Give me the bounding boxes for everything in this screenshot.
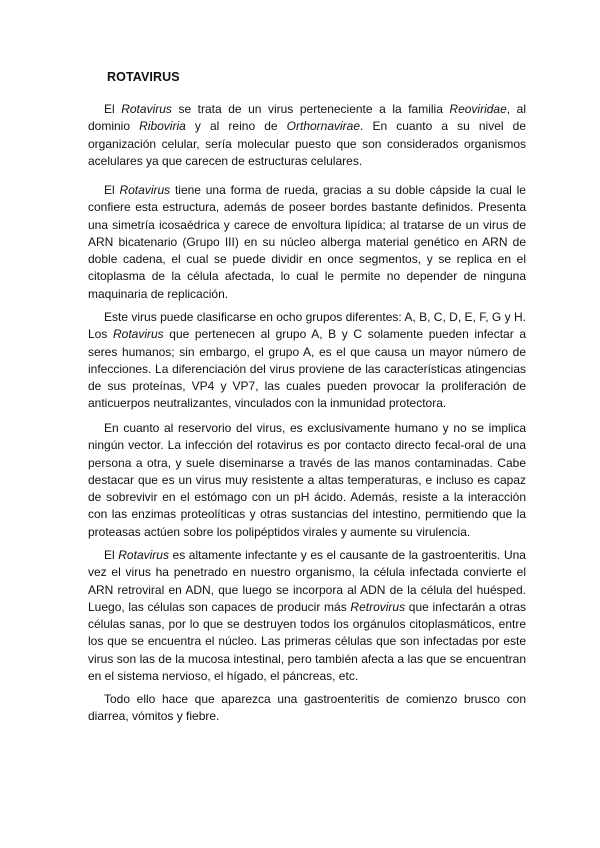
- paragraph-text: es altamente infectante y es el causante de la gastroenteritis. Una vez el virus ha penetrado en nuestro organismo, la célula infectada convierte el ARN retroviral en ADN, que luego se incorpora al ADN de la célula del huésped. Luego, las células son capaces de producir más: [88, 548, 526, 614]
- paragraph-transmission: [88, 420, 526, 541]
- paragraph-text: El: [104, 548, 119, 562]
- paragraph-taxonomy: [88, 101, 526, 170]
- paragraph-text: Todo ello hace que aparezca una gastroenteritis de comienzo brusco con diarrea, vómitos y fiebre.: [88, 692, 526, 724]
- italic-term: Rotavirus: [118, 548, 169, 562]
- italic-term: Rotavirus: [121, 102, 172, 116]
- italic-term: Rotavirus: [112, 327, 164, 342]
- paragraph-text: que pertenecen al grupo A, B y C solamente pueden infectar a seres humanos; sin embargo, el grupo A, es el que causa un mayor número de infecciones. La diferenciación del virus proviene de las características atingencias de sus proteínas, VP4 y VP7, las cuales pueden provocar la proliferación de anticuerpos neutralizantes, vinculados con la inmunidad protectora.: [88, 327, 527, 411]
- paragraph-text: tiene una forma de rueda, gracias a su doble cápside la cual le confiere esta estructura, además de poseer bordes bastante definidos. Presenta una simetría icosaédrica y carece de envoltura lipídica; al tratarse de un virus de ARN bicatenario (Grupo III) en su núcleo alberga material genético en ARN de doble cadena, el cual se puede dividir en once segmentos, y se replica en el citoplasma de la célula afectada, lo cual le permite no depender de ninguna maquinaria de replicación.: [88, 183, 526, 301]
- paragraph-text: Este virus puede clasificarse en ocho grupos diferentes: A, B, C, D, E, F, G y H. Los: [88, 310, 526, 342]
- paragraph-structure: [88, 182, 526, 303]
- paragraph-classification: [88, 309, 526, 413]
- italic-term: Retrovirus: [350, 599, 406, 614]
- paragraph-symptoms: [88, 691, 526, 726]
- paragraph-text: que infectarán a otras células sanas, por lo que se destruyen todos los orgánulos citoplasmáticos, entre los que se encuentra el núcleo. Las primeras células que son infectadas por este virus son las de la mucosa intestinal, pero también afecta a las que se encuentran en el sistema nervioso, el hígado, el páncreas, etc.: [88, 599, 526, 684]
- document-title: ROTAVIRUS: [107, 70, 180, 84]
- paragraph-text: El: [104, 102, 122, 116]
- italic-term: Reoviridae: [449, 102, 507, 116]
- paragraph-text: El: [104, 183, 120, 197]
- italic-term: Rotavirus: [119, 183, 171, 197]
- paragraph-pathogenesis: [88, 547, 526, 685]
- italic-term: Riboviria: [139, 119, 186, 134]
- paragraph-text: . En cuanto a su nivel de organización celular, sería molecular puesto que son considerados organismos acelulares ya que carecen de estructuras celulares.: [88, 119, 527, 168]
- paragraph-text: , al dominio: [88, 102, 526, 134]
- italic-term: Orthornavirae: [286, 119, 361, 134]
- paragraph-text: se trata de un virus perteneciente a la familia: [171, 102, 450, 116]
- paragraph-text: y al reino de: [185, 119, 287, 134]
- paragraph-text: En cuanto al reservorio del virus, es exclusivamente humano y no se implica ningún vector. La infección del rotavirus es por contacto directo fecal-oral de una persona a otra, y suele diseminarse a través de las manos contaminadas. Cabe destacar que es un virus muy resistente a altas temperaturas, e incluso es capaz de sobrevivir en el estómago con un pH ácido. Además, resiste a la interacción con las enzimas proteolíticas y otras sustancias del intestino, permitiendo que la proteasas actúen sobre los polipéptidos virales y aumente su virulencia.: [88, 421, 526, 539]
